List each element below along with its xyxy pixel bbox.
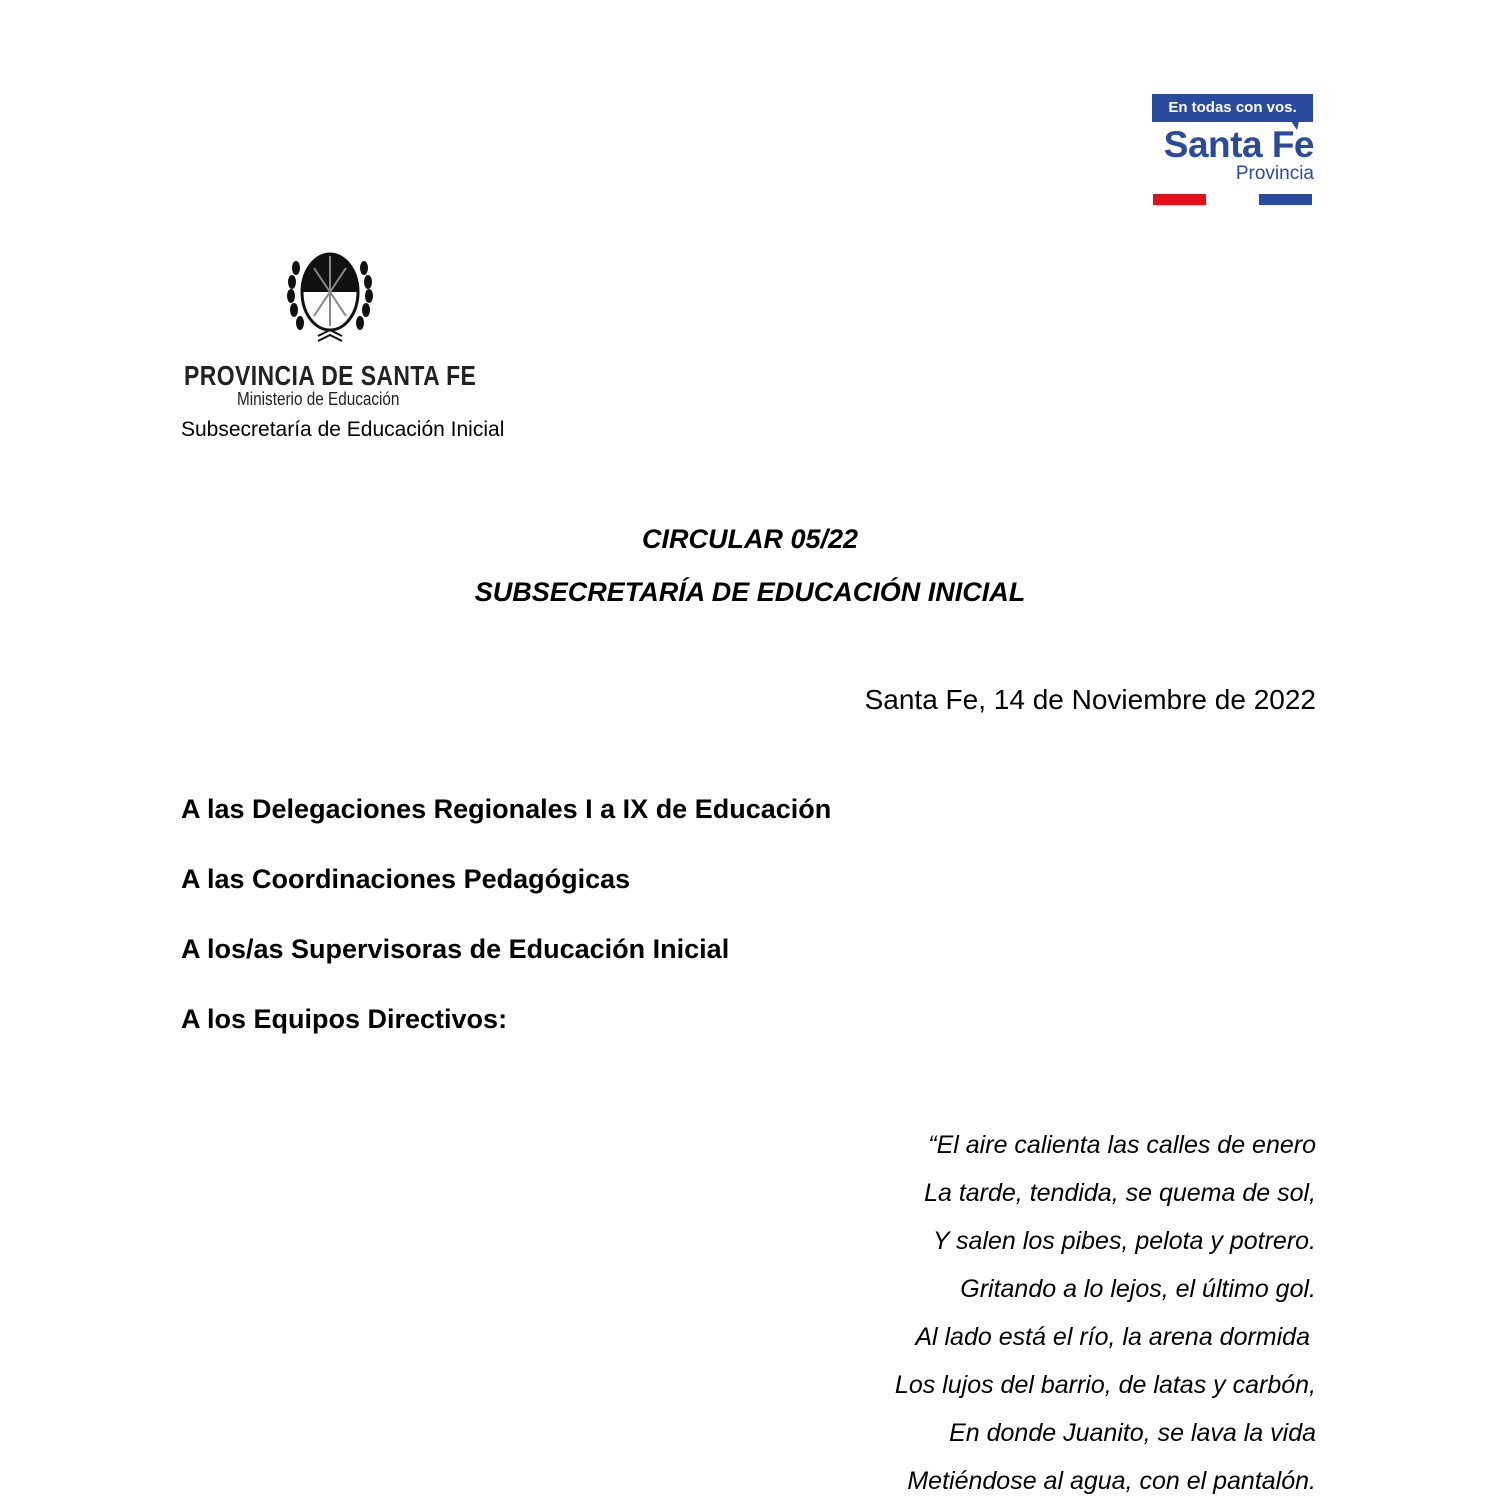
addressee: A las Delegaciones Regionales I a IX de Educación <box>181 794 832 824</box>
province-name: PROVINCIA DE SANTA FE <box>184 360 477 391</box>
document-date: Santa Fe, 14 de Noviembre de 2022 <box>864 684 1316 715</box>
circular-issuer: SUBSECRETARÍA DE EDUCACIÓN INICIAL <box>474 577 1026 607</box>
santa-fe-brand-logo <box>1152 94 1314 206</box>
circular-number: CIRCULAR 05/22 <box>641 524 859 554</box>
ministry-name: Ministerio de Educación <box>237 389 400 409</box>
brand-name: Santa Fe <box>1163 124 1314 165</box>
poem-line: En donde Juanito, se lava la vida <box>949 1419 1316 1447</box>
brand-subtitle: Provincia <box>1235 163 1314 184</box>
subsecretariat-name: Subsecretaría de Educación Inicial <box>181 418 505 441</box>
poem-line: La tarde, tendida, se quema de sol, <box>924 1179 1316 1207</box>
provincial-seal-icon <box>282 248 378 344</box>
addressee: A las Coordinaciones Pedagógicas <box>181 864 631 894</box>
brand-tagline: En todas con vos. <box>1152 94 1313 122</box>
brand-color-bars <box>1152 194 1314 206</box>
poem-line: “El aire calienta las calles de enero <box>928 1131 1316 1159</box>
poem-line: Gritando a lo lejos, el último gol. <box>960 1275 1316 1303</box>
addressee: A los Equipos Directivos: <box>181 1004 508 1034</box>
poem-line: Al lado está el río, la arena dormida <box>915 1323 1310 1351</box>
poem-line: Los lujos del barrio, de latas y carbón, <box>894 1371 1316 1399</box>
addressee: A los/as Supervisoras de Educación Inicial <box>181 934 730 964</box>
poem-line: Metiéndose al agua, con el pantalón. <box>907 1467 1316 1495</box>
poem-line: Y salen los pibes, pelota y potrero. <box>932 1227 1316 1255</box>
